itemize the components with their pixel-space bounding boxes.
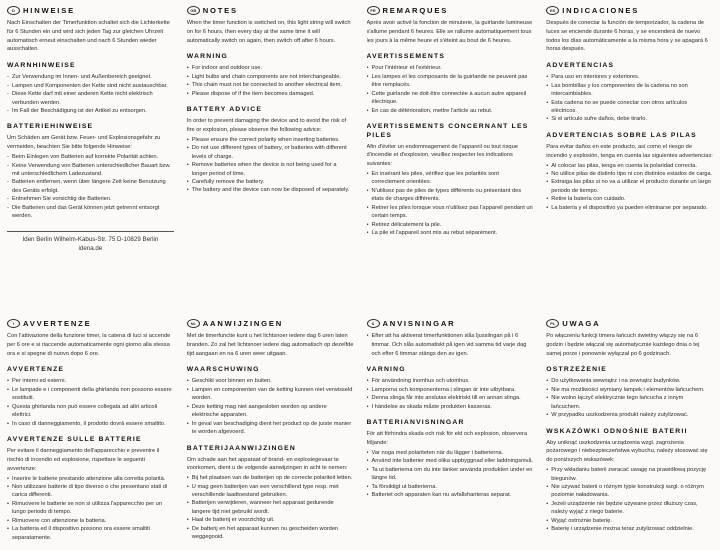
instruction-item: • Nie używać baterii o różnym typie konstrukcji wzgl. o różnym poziomie naładowania. bbox=[546, 483, 713, 500]
section-heading: AVVERTENZE SULLE BATTERIE bbox=[7, 436, 142, 444]
language-column-i bbox=[7, 319, 174, 550]
instruction-item: • Please dispose of if the item becomes damaged. bbox=[187, 90, 354, 98]
intro-paragraph: Après avoir activé la fonction de minuterie, la guirlande lumineuse s'allume pendant 6 heures. Elle se rallume automatiquement tous les jours à la même heure et s'éteint au bout de 6 heures. bbox=[366, 20, 533, 44]
intro-paragraph: Po włączeniu funkcji timera łańcuch świetlny włączy się na 6 godzin i będzie włączał się automatycznie każdego dnia o tej samej porze i ponownie wyłączał po 6 godzinach. bbox=[546, 333, 700, 357]
intro-paragraph: Nach Einschalten der Timerfunktion schaltet sich die Lichterkette für 6 Stunden ein und wird sich jeden Tag zur gleichen Uhrzeit automatisch erneut einschalten und nach 6 Stunden wieder ausschalten. bbox=[7, 20, 170, 53]
instruction-item: • Haal de batterij er voorzichtig uit. bbox=[187, 516, 354, 524]
section-lead: Afin d'éviter un endommagement de l'appareil ou tout risque d'incendie et d'explosion, veuillez respecter les indications suivantes: bbox=[366, 143, 518, 168]
instruction-section bbox=[187, 445, 354, 542]
column-title: AVVERTENZE bbox=[23, 319, 92, 328]
column-title: INDICACIONES bbox=[562, 6, 640, 15]
instruction-item: • Denna slinga får inte anslutas elektriskt till en annan slinga. bbox=[367, 394, 534, 402]
instruction-list bbox=[7, 475, 174, 543]
instruction-item: • Var noga med polariteten när du lägger i batterierna. bbox=[367, 449, 534, 457]
section-lead: Para evitar daños en este producto, así como el riesgo de incendio y explosión, tenga en cuenta las siguientes advertencias: bbox=[546, 143, 713, 159]
instruction-item: • Batteriet och apparaten kan nu avfallshanteras separat. bbox=[367, 491, 534, 499]
section-heading: OSTRZEŻENIE bbox=[546, 366, 608, 374]
column-header bbox=[367, 319, 534, 328]
instruction-section bbox=[7, 123, 174, 220]
instruction-section bbox=[367, 53, 534, 115]
instruction-item: - Diese Kette darf mit einer anderen Kette nicht elektrisch verbunden werden. bbox=[7, 90, 174, 107]
instruction-section bbox=[367, 366, 534, 411]
instruction-item: • Baterię i urządzenie można teraz zutylizować oddzielnie. bbox=[546, 525, 713, 533]
instruction-item: • Deze ketting mag niet aangesloten worden op andere elektrische apparaten. bbox=[187, 403, 354, 420]
section-heading: BATTERIANVISNINGAR bbox=[366, 419, 465, 427]
language-badge-icon: NL bbox=[187, 319, 200, 328]
instruction-item: - Entnehmen Sie vorsichtig die Batterien. bbox=[7, 195, 174, 203]
language-badge-icon: S bbox=[367, 319, 380, 328]
section-heading: WSKAZÓWKI ODNOŚNIE BATERII bbox=[546, 427, 688, 435]
manufacturer-footer bbox=[7, 231, 174, 254]
instruction-item: • De batterij en het apparaat kunnen nu gescheiden worden weggegooid. bbox=[187, 525, 354, 542]
language-badge-icon: GB bbox=[187, 6, 200, 15]
instruction-item: • Ta ut batterierna om du inte tänker använda produkten under en längre tid. bbox=[367, 466, 534, 483]
section-heading: BATTERY ADVICE bbox=[186, 106, 263, 114]
column-header bbox=[367, 6, 534, 15]
section-lead: In order to prevent damaging the device and to avoid the risk of fire or explosion, please observe the following advice: bbox=[186, 118, 347, 134]
column-title: AANWIJZINGEN bbox=[202, 319, 283, 328]
instruction-item: • Nie ma możliwości wymiany lampek i elementów łańcuchem. bbox=[546, 386, 713, 394]
instruction-item: • Do not use different types of battery, or batteries with different levels of charge. bbox=[187, 144, 354, 161]
instruction-item: • Si el artículo sufre daños, debe tirarlo. bbox=[546, 115, 713, 123]
instruction-item: • Lampen en componenten van de ketting kunnen niet verwisseld worden. bbox=[187, 386, 354, 403]
instruction-item: - Beim Einlegen von Batterien auf korrekte Polarität achten. bbox=[7, 153, 174, 161]
language-badge-icon: PL bbox=[546, 319, 559, 328]
language-column-pl bbox=[546, 319, 713, 550]
instruction-item: • Le lampade e i componenti della ghirlanda non possono essere sostituiti. bbox=[7, 386, 174, 403]
instruction-item: • En insérant les piles, vérifiez que les polarités sont correctement orientées. bbox=[367, 170, 534, 187]
language-column-nl bbox=[187, 319, 354, 550]
instruction-list bbox=[187, 474, 354, 542]
section-heading: BATTERIJAANWIJZINGEN bbox=[186, 444, 296, 452]
instruction-item: • In caso di danneggiamento, il prodotto dovrà essere smaltito. bbox=[7, 420, 174, 428]
language-column-es bbox=[546, 6, 713, 319]
section-heading: VARNING bbox=[366, 366, 406, 374]
section-lead: Om schade aan het apparaat of brand- en explosiegevaar te voorkomen, dient u de volgende aanwijzingen in acht te nemen: bbox=[186, 456, 348, 472]
instruction-item: • Questa ghirlanda non può essere collegata ad altri articoli elettrici. bbox=[7, 403, 174, 420]
instruction-item: • Retirer les piles lorsque vous n'utilisez pas l'appareil pendant un certain temps. bbox=[367, 204, 534, 221]
instruction-list bbox=[367, 170, 534, 238]
instruction-item: • Please ensure the correct polarity when inserting batteries. bbox=[187, 136, 354, 144]
instruction-item: • Inserire le batterie prestando attenzione alla corretta polarità. bbox=[7, 475, 174, 483]
section-heading: WARNHINWEISE bbox=[7, 62, 76, 70]
instruction-section bbox=[546, 366, 713, 419]
instruction-item: • La batteria ed il dispositivo possono ora essere smaltiti separatamente. bbox=[7, 525, 174, 542]
instruction-section bbox=[546, 62, 713, 124]
instruction-item: • Wyjąć ostrożnie baterię. bbox=[546, 517, 713, 525]
instruction-item: - Lampen und Komponenten der Kette sind nicht austauschbar. bbox=[7, 82, 174, 90]
language-badge-icon: ES bbox=[546, 6, 559, 15]
instruction-item: • Pour l'intérieur et l'extérieur. bbox=[367, 64, 534, 72]
instruction-item: • This chain must not be connected to another electrical item. bbox=[187, 81, 354, 89]
instruction-item: • Para uso en interiores y exteriores. bbox=[546, 73, 713, 81]
instruction-item: • I händelse av skada måste produkten kasseras. bbox=[367, 403, 534, 411]
instruction-section bbox=[546, 428, 713, 534]
section-heading: BATTERIEHINWEISE bbox=[7, 123, 94, 131]
column-title: REMARQUES bbox=[382, 6, 449, 15]
language-column-d bbox=[7, 6, 174, 319]
column-header bbox=[546, 319, 713, 328]
instruction-item: • Cette guirlande ne doit être connectée à aucun autre appareil électrique. bbox=[367, 90, 534, 107]
section-heading: AVERTISSEMENTS CONCERNANT LES PILES bbox=[366, 123, 529, 139]
column-header bbox=[7, 6, 174, 15]
instruction-item: • Non utilizzare batterie di tipo diverso o che presentano stati di carica differenti. bbox=[7, 483, 174, 500]
intro-paragraph: • Efter att ha aktiverat timerfunktionen slås ljusslingan på i 6 timmar. Och slås automatiskt på igen vid samma tid varje dag och efter 6 timmar stängs den av igen. bbox=[367, 332, 534, 358]
instruction-item: • Per interni ed esterni. bbox=[7, 377, 174, 385]
instruction-item: • Esta cadena no se puede conectar con otros artículos eléctricos. bbox=[546, 99, 713, 116]
section-heading: AVERTISSEMENTS bbox=[366, 53, 446, 61]
column-header bbox=[7, 319, 174, 328]
language-badge-icon: FR bbox=[367, 6, 380, 15]
section-heading: AVVERTENZE bbox=[7, 366, 65, 374]
intro-paragraph: When the timer function is switched on, this light string will switch on for 6 hours, then every day at the same time it will automatically switch on again, then switch off after 6 hours. bbox=[186, 20, 351, 44]
instruction-section bbox=[7, 366, 174, 428]
instruction-item: • Retire la batería con cuidado. bbox=[546, 195, 713, 203]
column-title: HINWEISE bbox=[23, 6, 75, 15]
instruction-section bbox=[7, 62, 174, 115]
instruction-section bbox=[7, 436, 174, 542]
intro-paragraph: Con l'attivazione della funzione timer, la catena di luci si accende per 6 ore e si riaccende automaticamente ogni giorno alla stessa ora e si spegne di nuovo dopo 6 ore. bbox=[7, 333, 171, 357]
instruction-section bbox=[187, 366, 354, 436]
instruction-list bbox=[367, 64, 534, 115]
instruction-item: • The battery and the device can now be disposed of separately. bbox=[187, 186, 354, 194]
instruction-item: • Do użytkowania wewnątrz i na zewnątrz budynków. bbox=[546, 377, 713, 385]
instruction-section bbox=[367, 419, 534, 499]
instruction-item: • La pile et l'appareil sont mis au rebut séparément. bbox=[367, 229, 534, 237]
column-header bbox=[187, 319, 354, 328]
instruction-item: - Im Fall der Beschädigung ist der Artikel zu entsorgen. bbox=[7, 107, 174, 115]
instruction-item: - Batterien entfernen, wenn über längere Zeit keine Benutzung des Geräts erfolgt. bbox=[7, 178, 174, 195]
instruction-item: • Ta försiktigt ut batterierna. bbox=[367, 483, 534, 491]
instruction-item: • Jeżeli urządzenie nie będzie używane przez dłuższy czas, należy wyjąć z niego baterie. bbox=[546, 500, 713, 517]
language-badge-icon: I bbox=[7, 319, 20, 328]
instruction-item: • Använd inte batterier med olika uppbyggnad eller laddningsnivå. bbox=[367, 457, 534, 465]
instruction-item: • Extraiga las pilas si no va a utilizar el producto durante un largo periodo de tiempo. bbox=[546, 178, 713, 195]
section-heading: ADVERTENCIAS SOBRE LAS PILAS bbox=[546, 131, 697, 139]
instruction-item: • Light bulbs and chain components are not interchangeable. bbox=[187, 73, 354, 81]
instruction-item: - Keine Verwendung von Batterien unterschiedlicher Bauart bzw. mit unterschiedlichem Ladezustand. bbox=[7, 162, 174, 179]
section-heading: ADVERTENCIAS bbox=[546, 62, 615, 70]
manufacturer-address: Iden Berlin Wilhelm-Kabus-Str. 75 D-10829 Berlin bbox=[22, 235, 159, 243]
instruction-list bbox=[187, 377, 354, 436]
instruction-item: • Batterijen verwijderen, wanneer het apparaat gedurende langere tijd niet gebruikt wordt. bbox=[187, 499, 354, 516]
instruction-item: • Lamporna och komponenterna i slingan är inte utbytbara. bbox=[367, 386, 534, 394]
instruction-item: - Die Batterien und das Gerät können jetzt getrennt entsorgt werden. bbox=[7, 204, 174, 221]
language-column-gb bbox=[187, 6, 354, 319]
instruction-section bbox=[187, 53, 354, 98]
instruction-item: • N'utilisez pas de piles de types différents ou présentant des états de charges différents. bbox=[367, 187, 534, 204]
instruction-item: • För användning inomhus och utomhus. bbox=[367, 377, 534, 385]
instruction-list bbox=[367, 377, 534, 411]
instruction-list bbox=[7, 73, 174, 115]
instruction-list bbox=[546, 466, 713, 534]
column-title: ANVISNINGAR bbox=[382, 319, 456, 328]
instruction-section bbox=[187, 106, 354, 195]
language-column-s bbox=[367, 319, 534, 550]
instruction-item: • Rimuovere le batterie se non si utilizza l'apparecchio per un lungo periodo di tempo. bbox=[7, 500, 174, 517]
instruction-item: • Geschikt voor binnen en buiten. bbox=[187, 377, 354, 385]
language-column-fr bbox=[367, 6, 534, 319]
instruction-item: • W przypadku uszkodzenia produkt należy zutylizować. bbox=[546, 411, 713, 419]
instruction-item: - Zur Verwendung im Innen- und Außenbereich geeignet. bbox=[7, 73, 174, 81]
instruction-item: • La batería y el dispositivo ya pueden eliminarse por separado. bbox=[546, 204, 713, 212]
intro-paragraph: Met de timerfunctie kunt u het lichtsnoer iedere dag 6 uren laten branden. Zo zal het lichtsnoer iedere dag automatisch op dezelfde tijd aangaan en na 6 uren weer uitgaan. bbox=[186, 333, 354, 357]
language-badge-icon: D bbox=[7, 6, 20, 15]
instruction-item: • Bij het plaatsen van de batterijen op de correcte polariteit letten. bbox=[187, 474, 354, 482]
section-lead: Aby uniknąć uszkodzenia urządzenia wzgl. zagrożenia pożarowego i niebezpieczeństwa wybuchu, należy stosować się do poniższych wskazówek: bbox=[546, 439, 708, 464]
instruction-item: • For indoor and outdoor use. bbox=[187, 64, 354, 72]
instruction-item: • No utilice pilas de distinto tipo ni con distintos estados de carga. bbox=[546, 170, 713, 178]
column-title: NOTES bbox=[202, 6, 238, 15]
instruction-item: • Les lampes et les composants de la guirlande ne peuvent pas être remplacés. bbox=[367, 73, 534, 90]
instruction-list bbox=[546, 162, 713, 213]
instruction-item: • Carefully remove the battery. bbox=[187, 178, 354, 186]
instruction-item: • Las bombillas y los componentes de la cadena no son intercambiables. bbox=[546, 82, 713, 99]
intro-paragraph: Después de conectar la función de temporizador, la cadena de luces se enciende durante 6 horas, y se encenderá de nuevo todos los días automáticamente a la misma hora y se apagará 6 horas después. bbox=[546, 20, 708, 53]
instruction-section bbox=[367, 123, 534, 237]
manufacturer-website: idena.de bbox=[78, 244, 103, 252]
instruction-list bbox=[187, 64, 354, 98]
instruction-list bbox=[546, 377, 713, 419]
instruction-item: • U mag geen batterijen van een verschillend type resp. met verschillende laadtoestand gebruiken. bbox=[187, 483, 354, 500]
instruction-item: • Nie wolno łączyć elektrycznie tego łańcucha z innym łańcuchem. bbox=[546, 394, 713, 411]
instruction-list bbox=[7, 153, 174, 221]
column-header bbox=[187, 6, 354, 15]
column-header bbox=[546, 6, 713, 15]
instruction-item: • Al colocar las pilas, tenga en cuenta la polaridad correcta. bbox=[546, 162, 713, 170]
instruction-list bbox=[546, 73, 713, 124]
instruction-item: • Retirez délicatement la pile. bbox=[367, 221, 534, 229]
section-lead: Per evitare il danneggiamento dell'apparecchio e prevenire il rischio di incendio ed esplosione, rispettare le seguenti avvertenze: bbox=[7, 448, 160, 472]
instruction-list bbox=[367, 449, 534, 500]
section-lead: För att förhindra skada och risk för eld och explosion, observera följande: bbox=[366, 431, 528, 447]
section-heading: WAARSCHUWING bbox=[186, 366, 260, 374]
instruction-section bbox=[546, 132, 713, 212]
instruction-list bbox=[187, 136, 354, 195]
instruction-list bbox=[7, 377, 174, 428]
section-lead: Um Schäden am Gerät bzw. Feuer- und Explosionsgefahr zu vermeiden, beachten Sie bitte folgende Hinweise: bbox=[7, 135, 161, 151]
instruction-item: • Rimuovere con attenzione la batteria. bbox=[7, 517, 174, 525]
section-heading: WARNING bbox=[186, 53, 228, 61]
instruction-item: • Przy wkładaniu baterii zwracać uwagę na prawidłową pozycję biegunów. bbox=[546, 466, 713, 483]
column-title: UWAGA bbox=[562, 319, 601, 328]
instruction-item: • In geval van beschadiging dient het product op de juiste manier te worden afgevoerd. bbox=[187, 420, 354, 437]
instruction-item: • En cas de détérioration, mettre l'article au rebut. bbox=[367, 107, 534, 115]
instruction-item: • Remove batteries when the device is not being used for a longer period of time. bbox=[187, 161, 354, 178]
